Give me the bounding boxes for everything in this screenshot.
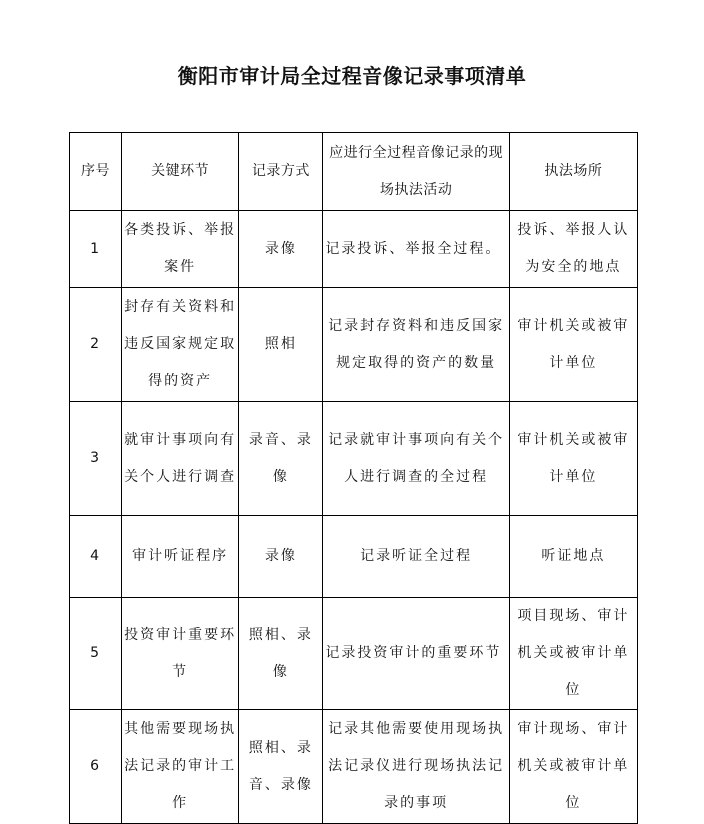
- row-activity: 记录就审计事项向有关个人进行调查的全过程: [323, 402, 509, 516]
- row-place: 审计现场、审计机关或被审计单位: [509, 710, 637, 824]
- row-key-link: 封存有关资料和违反国家规定取得的资产: [122, 288, 239, 402]
- row-place: 项目现场、审计机关或被审计单位: [509, 598, 637, 710]
- row-method: 照相、录音、录像: [239, 710, 323, 824]
- row-activity: 记录其他需要使用现场执法记录仪进行现场执法记录的事项: [323, 710, 509, 824]
- record-items-table: [69, 132, 638, 824]
- row-seq: 4: [70, 516, 122, 598]
- header-method: 记录方式: [239, 133, 323, 211]
- row-method: 录像: [239, 516, 323, 598]
- table-row: [70, 710, 638, 824]
- row-method: 录像: [239, 211, 323, 288]
- row-seq: 3: [70, 402, 122, 516]
- row-seq: 1: [70, 211, 122, 288]
- row-key-link: 投资审计重要环节: [122, 598, 239, 710]
- table-row: [70, 211, 638, 288]
- table-row: [70, 402, 638, 516]
- table-row: [70, 516, 638, 598]
- row-activity: 记录投诉、举报全过程。: [323, 211, 509, 288]
- table-row: [70, 598, 638, 710]
- row-seq: 2: [70, 288, 122, 402]
- row-place: 审计机关或被审计单位: [509, 288, 637, 402]
- table-header-row: [70, 133, 638, 211]
- header-seq: 序号: [70, 133, 122, 211]
- row-activity: 记录封存资料和违反国家规定取得的资产的数量: [323, 288, 509, 402]
- document-title: 衡阳市审计局全过程音像记录事项清单: [177, 64, 527, 88]
- row-activity: 记录听证全过程: [323, 516, 509, 598]
- row-method: 照相: [239, 288, 323, 402]
- table-row: [70, 288, 638, 402]
- row-method: 照相、录像: [239, 598, 323, 710]
- row-place: 投诉、举报人认为安全的地点: [509, 211, 637, 288]
- row-key-link: 就审计事项向有关个人进行调查: [122, 402, 239, 516]
- row-key-link: 各类投诉、举报案件: [122, 211, 239, 288]
- header-key-link: 关键环节: [122, 133, 239, 211]
- row-place: 审计机关或被审计单位: [509, 402, 637, 516]
- row-key-link: 审计听证程序: [122, 516, 239, 598]
- row-method: 录音、录像: [239, 402, 323, 516]
- row-seq: 6: [70, 710, 122, 824]
- row-seq: 5: [70, 598, 122, 710]
- header-activity: 应进行全过程音像记录的现场执法活动: [323, 133, 509, 211]
- row-activity: 记录投资审计的重要环节: [323, 598, 509, 710]
- row-key-link: 其他需要现场执法记录的审计工作: [122, 710, 239, 824]
- row-place: 听证地点: [509, 516, 637, 598]
- header-place: 执法场所: [509, 133, 637, 211]
